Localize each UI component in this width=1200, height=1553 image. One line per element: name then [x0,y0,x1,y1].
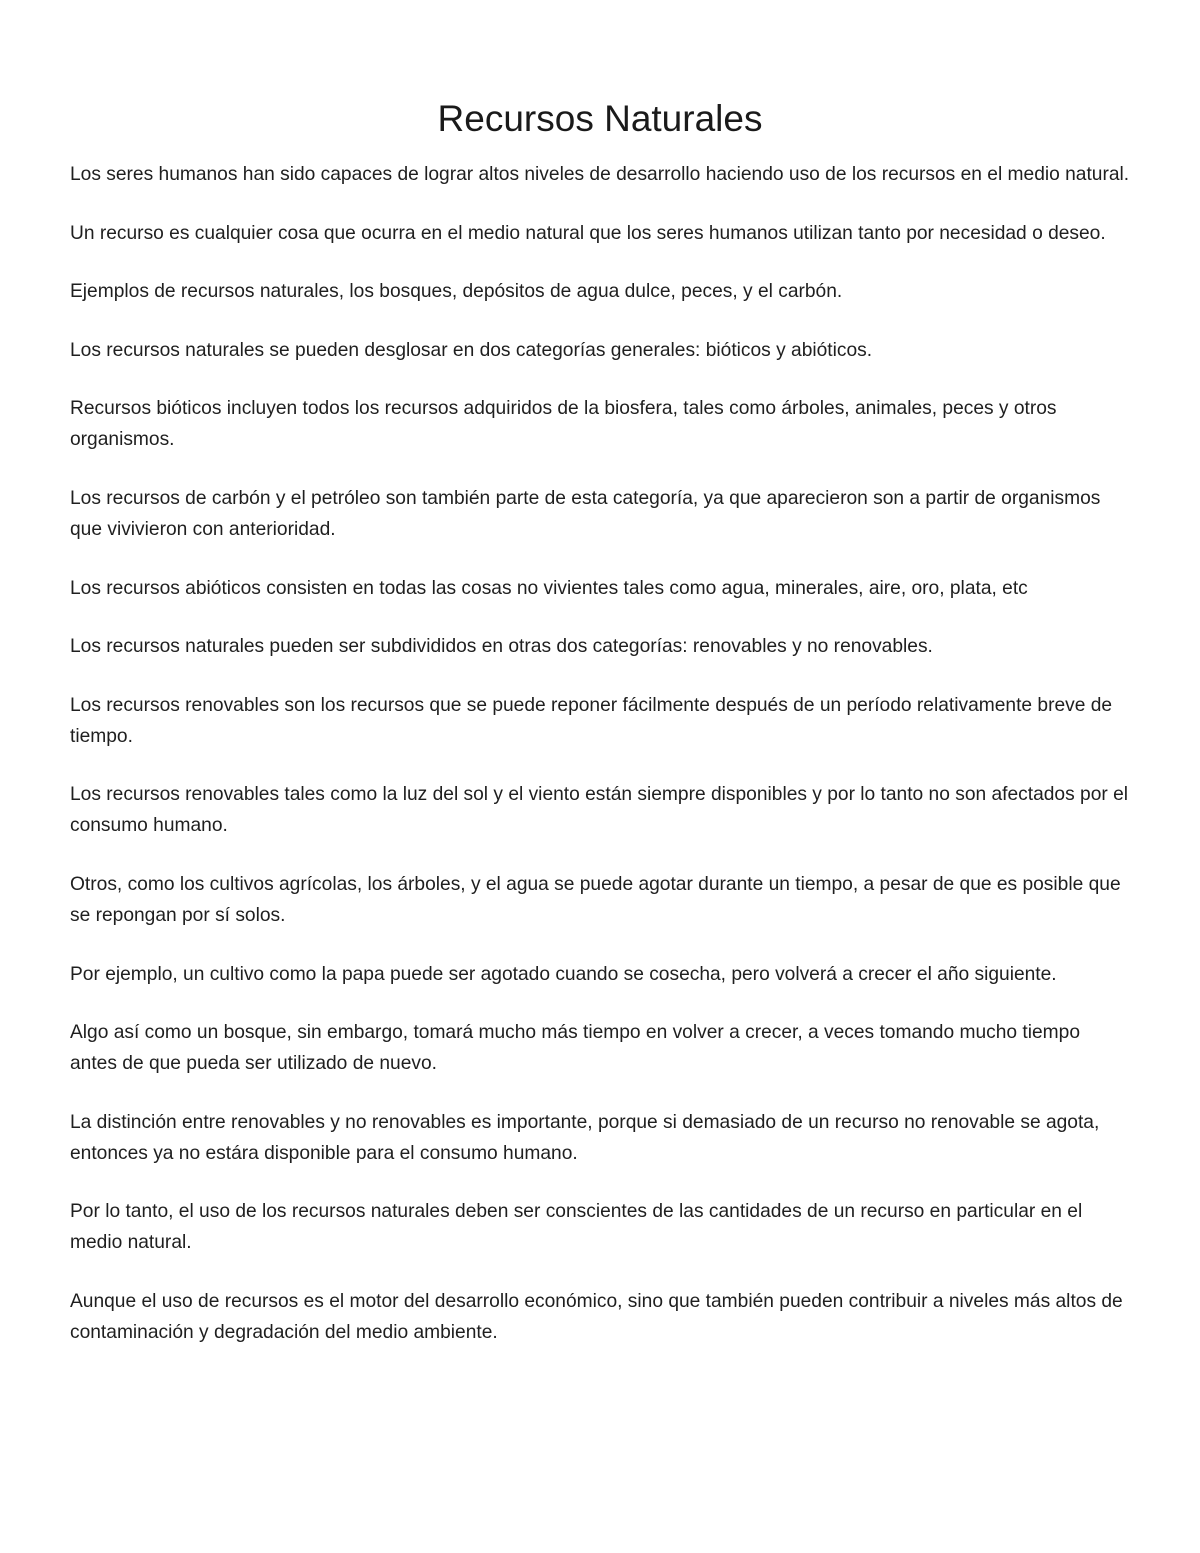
paragraph: Aunque el uso de recursos es el motor del desarrollo económico, sino que también pueden contribuir a niveles más altos de contaminación y degradación del medio ambiente. [70,1290,1123,1343]
paragraph: Por lo tanto, el uso de los recursos naturales deben ser conscientes de las cantidades de un recurso en particular en el medio natural. [70,1201,1083,1254]
document-title: Recursos Naturales [437,98,763,139]
paragraph: Recursos bióticos incluyen todos los recursos adquiridos de la biosfera, tales como árboles, animales, peces y otros organismos. [70,398,1057,451]
document-body [70,159,1132,1376]
paragraph: Los recursos renovables tales como la luz del sol y el viento están siempre disponibles y por lo tanto no son afectados por el consumo humano. [70,784,1129,837]
paragraph: Algo así como un bosque, sin embargo, tomará mucho más tiempo en volver a crecer, a veces tomando mucho tiempo antes de que pueda ser utilizado de nuevo. [70,1022,1080,1075]
paragraph: Ejemplos de recursos naturales, los bosques, depósitos de agua dulce, peces, y el carbón. [70,281,843,303]
paragraph: Los seres humanos han sido capaces de lograr altos niveles de desarrollo haciendo uso de los recursos en el medio natural. [70,164,1130,185]
paragraph: Los recursos naturales se pueden desglosar en dos categorías generales: bióticos y abióticos. [70,339,873,361]
paragraph: Por ejemplo, un cultivo como la papa puede ser agotado cuando se cosecha, pero volverá a crecer el año siguiente. [70,963,1057,985]
paragraph: La distinción entre renovables y no renovables es importante, porque si demasiado de un recurso no renovable se agota, entonces ya no estára disponible para el consumo humano. [70,1111,1100,1164]
paragraph: Los recursos de carbón y el petróleo son también parte de esta categoría, ya que aparecieron son a partir de organismos que vivivieron con anterioridad. [70,487,1101,540]
paragraph: Los recursos naturales pueden ser subdivididos en otras dos categorías: renovables y no renovables. [70,636,933,658]
paragraph: Otros, como los cultivos agrícolas, los árboles, y el agua se puede agotar durante un tiempo, a pesar de que es posible que se repongan por sí solos. [70,873,1121,926]
paragraph: Los recursos renovables son los recursos que se puede reponer fácilmente después de un período relativamente breve de tiempo. [70,694,1113,747]
paragraph: Un recurso es cualquier cosa que ocurra en el medio natural que los seres humanos utilizan tanto por necesidad o deseo. [70,222,1106,244]
paragraph: Los recursos abióticos consisten en todas las cosas no vivientes tales como agua, minerales, aire, oro, plata, etc [70,577,1028,599]
